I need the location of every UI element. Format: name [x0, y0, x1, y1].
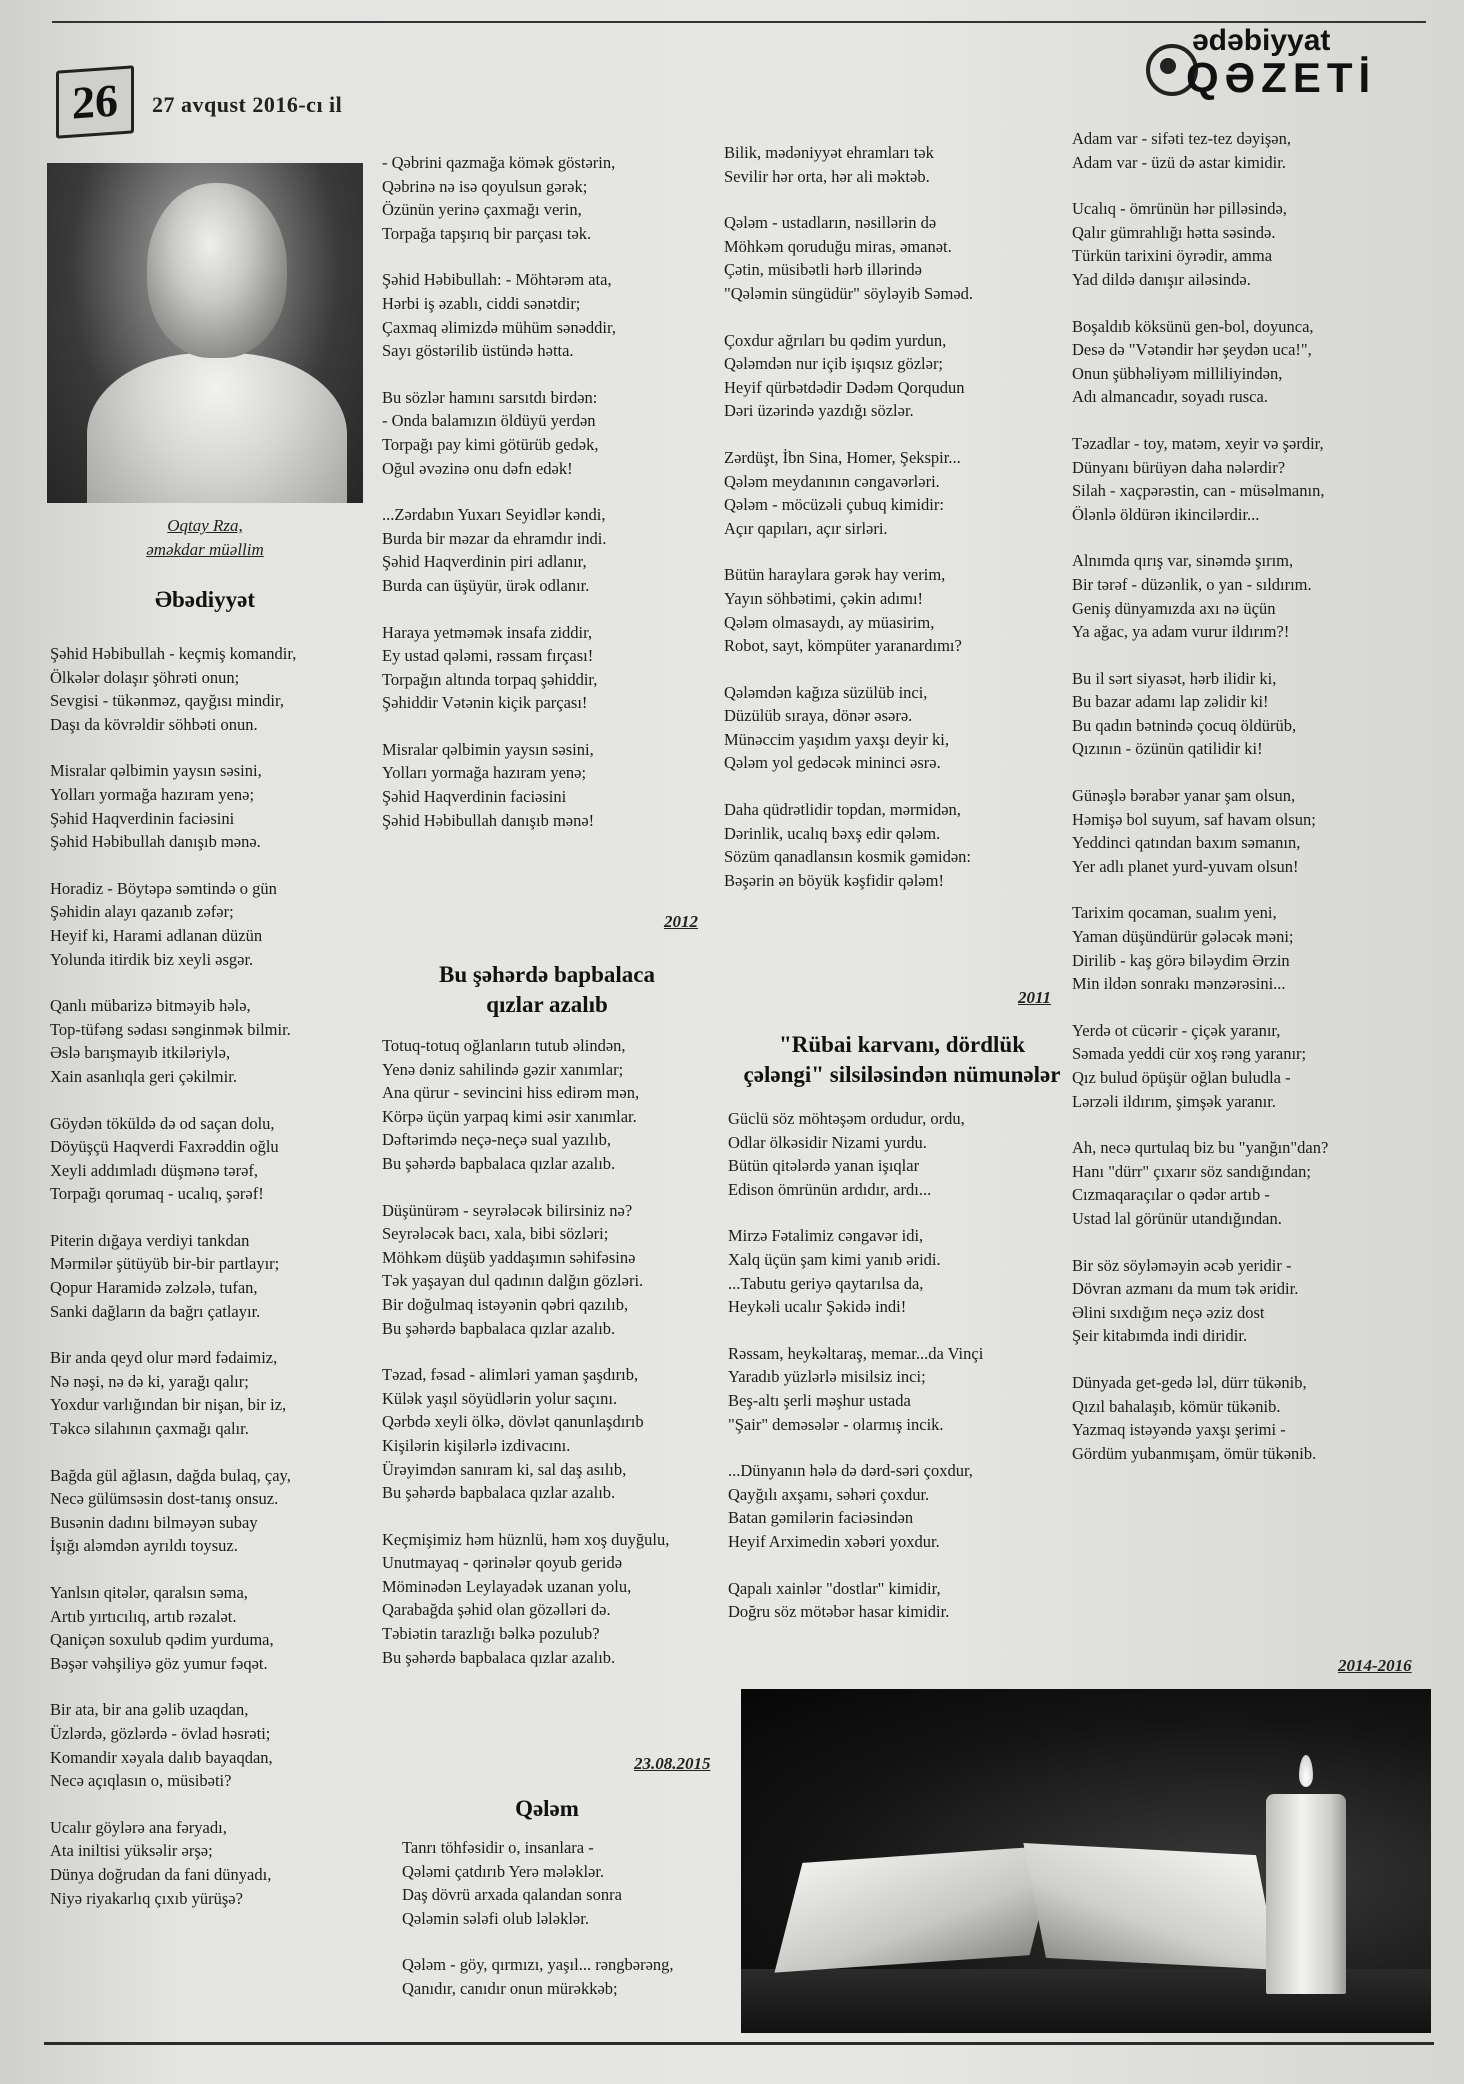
stanza: Düşünürəm - seyrələcək bilirsiniz nə? Seyrələcək bacı, xala, bibi sözləri; Möhkəm düşüb yaddaşımın səhifəsinə Tək yaşayan dul qadının dalğın gözləri. Bir doğulmaq istəyənin qəbri qazılıb, Bu şəhərdə bapbalaca qızlar azalıb. [382, 1200, 644, 1338]
stanza: Mirzə Fətalimiz cəngavər idi, Xalq üçün şam kimi yanıb əridi. ...Tabutu geriyə qaytarılsa da, Heykəli ucalır Şəkidə indi! [728, 1226, 941, 1317]
poem-year: 2014-2016 [1338, 1656, 1412, 1675]
stanza: Zərdüşt, İbn Sina, Homer, Şekspir... Qələm meydanının cəngavərləri. Qələm - möcüzəli çubuq kimidir: Açır qapıları, açır sirləri. [724, 447, 961, 538]
issue-date: 27 avqust 2016-cı il [152, 92, 343, 117]
stanza: Bağda gül ağlasın, dağda bulaq, çay, Necə gülümsəsin dost-tanış onsuz. Busənin dadını bilməyən subay İşığı aləmdən ayrıldı toysuz. [50, 1465, 291, 1556]
stanza: Dünyada get-gedə ləl, dürr tükənib, Qızıl bahalaşıb, kömür tükənib. Yazmaq istəyəndə yaxşı şerimi - Gördüm yubanmışam, ömür tükənib. [1072, 1372, 1317, 1463]
stanza: Göydən töküldə də od saçan dolu, Döyüşçü Haqverdi Faxrəddin oğlu Xeyli addımladı düşmənə tərəf, Torpağı qorumaq - ucalıq, şərəf! [50, 1113, 279, 1204]
stanza: Qələm - göy, qırmızı, yaşıl... rəngbərəng, Qanıdır, canıdır onun mürəkkəb; [402, 1955, 674, 1998]
column-3-rubai-text [728, 1107, 1078, 1647]
stanza: Qapalı xainlər "dostlar" kimidir, Doğru söz mötəbər hasar kimidir. [728, 1578, 950, 1622]
masthead-logo [1146, 24, 1378, 102]
candle-and-book-photo [741, 1689, 1431, 2033]
stanza: Misralar qəlbimin yaysın səsini, Yolları yormağa hazıram yenə; Şəhid Haqverdinin faciəsini Şəhid Həbibullah danışıb mənə! [382, 739, 595, 830]
stanza: Horadiz - Böytəpə səmtində o gün Şəhidin alayı qazanıb zəfər; Heyif ki, Harami adlanan düzün Yolunda itirdik biz xeyli əsgər. [50, 878, 277, 969]
stanza: Güclü söz möhtəşəm ordudur, ordu, Odlar ölkəsidir Nizami yurdu. Bütün qitələrdə yanan işıqlar Edison ömrünün ardıdır, ardı... [728, 1109, 965, 1199]
column-3-text [724, 141, 1064, 915]
stanza: - Qəbrini qazmağa kömək göstərin, Qəbrinə nə isə qoyulsun gərək; Özünün yerinə çaxmağı verin, Torpağa tapşırıq bir parçası tək. [382, 153, 616, 243]
stanza: Yerdə ot cücərir - çiçək yaranır, Səmada yeddi cür xoş rəng yaranır; Qız bulud öpüşür oğlan buludla - Lərzəli ildırım, şimşək yaranır. [1072, 1020, 1307, 1111]
stanza: Adam var - sifəti tez-tez dəyişən, Adam var - üzü də astar kimidir. [1072, 129, 1291, 172]
stanza: Ucalıq - ömrünün hər pilləsində, Qalır gümrahlığı hətta səsində. Türkün tarixini öyrədir, amma Yad dildə danışır ailəsində. [1072, 199, 1287, 289]
stanza: Qələm - ustadların, nəsillərin də Möhkəm qoruduğu miras, əmanət. Çətin, müsibətli hərb illərində "Qələmin süngüdür" söyləyib Səməd. [724, 213, 974, 303]
stanza: ...Zərdabın Yuxarı Seyidlər kəndi, Burda bir məzar da ehramdır indi. Şəhid Haqverdinin piri adlanır, Burda can üşüyür, ürək odlanır. [382, 505, 607, 595]
stanza: Bir söz söyləməyin əcəb yeridir - Dövran azmanı da mum tək əridir. Əlini sıxdığım neçə əziz dost Şeir kitabımda indi diridir. [1072, 1255, 1299, 1346]
poem-year: 2011 [1018, 988, 1052, 1007]
stanza: Tarixim qocaman, sualım yeni, Yaman düşündürür gələcək məni; Dirilib - kaş görə biləydim Ərzin Min ildən sonrakı mənzərəsini... [1072, 903, 1294, 994]
stanza: Bir ata, bir ana gəlib uzaqdan, Üzlərdə, gözlərdə - övlad həsrəti; Komandir xəyala dalıb bayaqdan, Necə açıqlasın o, müsibəti? [50, 1700, 273, 1791]
stanza: Piterin dığaya verdiyi tankdan Mərmilər şütüyüb bir-bir partlayır; Qopur Haramidə zəlzələ, tufan, Sanki dağların da bağrı çatlayır. [50, 1230, 280, 1321]
bottom-rule [44, 2042, 1434, 2045]
column-4-text [1072, 127, 1442, 1488]
stanza: Tanrı töhfəsidir o, insanlara - Qələmi çatdırıb Yerə mələklər. Daş dövrü arxada qalandan sonra Qələmin sələfi olub lələklər. [402, 1838, 622, 1928]
stanza: Boşaldıb köksünü gen-bol, doyunca, Desə də "Vətəndir hər şeydən uca!", Onun şübhəliyəm milliliyindən, Adı almancadır, soyadı rusca. [1072, 316, 1314, 407]
column-1-text [50, 642, 370, 1933]
stanza: ...Dünyanın hələ də dərd-səri çoxdur, Qayğılı axşamı, səhəri çoxdur. Batan gəmilərin faciəsindən Heyif Arximedin xəbəri yoxdur. [728, 1461, 973, 1551]
stanza: Daha qüdrətlidir topdan, mərmidən, Dərinlik, ucalıq bəxş edir qələm. Sözüm qanadlansın kosmik gəmidən: Bəşərin ən böyük kəşfidir qələm! [724, 800, 972, 890]
stanza: Günəşlə bərabər yanar şam olsun, Həmişə bol suyum, saf havam olsun; Yeddinci qatından baxım səmanın, Yer adlı planet yurd-yuvam olsun! [1072, 786, 1316, 876]
stanza: Təzadlar - toy, matəm, xeyir və şərdir, Dünyanı bürüyən daha nələrdir? Silah - xaçpərəstin, can - müsəlmanın, Ölənlə öldürən ikincilərdir... [1072, 433, 1325, 524]
poem-title-ebediyyet: Əbədiyyət [154, 587, 256, 612]
poem-date: 23.08.2015 [634, 1754, 711, 1773]
poem-title-bapbalaca: Bu şəhərdə bapbalaca qızlar azalıb [439, 962, 655, 1017]
poem-year: 2012 [664, 912, 698, 931]
stanza: Alnımda qırış var, sinəmdə şırım, Bir tərəf - düzənlik, o yan - sıldırım. Geniş dünyamızda axı nə üçün Ya ağac, ya adam vurur ildırım?! [1072, 551, 1312, 642]
stanza: Şəhid Həbibullah: - Möhtərəm ata, Hərbi iş əzablı, ciddi sənətdir; Çaxmaq əlimizdə mühüm sənəddir, Sayı göstərilib üstündə hətta. [382, 270, 616, 361]
stanza: Bu il sərt siyasət, hərb ilidir ki, Bu bazar adamı lap zəlidir ki! Bu qadın bətnində çocuq öldürüb, Qızının - özünün qatilidir ki! [1072, 668, 1297, 759]
stanza: Yanlsın qitələr, qaralsın səma, Artıb yırtıcılıq, artıb rəzalət. Qaniçən soxulub qədim yurduma, Bəşər vəhşiliyə göz yumur fəqət. [50, 1583, 274, 1673]
author-name: Oqtay Rza, [167, 516, 243, 535]
masthead-top: ədəbiyyat [1192, 24, 1331, 57]
column-2-text [382, 151, 712, 855]
stanza: Rəssam, heykəltaraş, memar...da Vinçi Yaradıb yüzlərlə misilsiz inci; Beş-altı şerli məşhur ustada "Şair" deməsələr - olarmış incik. [728, 1343, 984, 1434]
stanza: Çoxdur ağrıları bu qədim yurdun, Qələmdən nur içib işıqsız gözlər; Heyif qürbətdədir Dədəm Qorqudun Dəri üzərində yazdığı sözlər. [724, 330, 965, 421]
stanza: Bir anda qeyd olur mərd fədaimiz, Nə nəşi, nə də ki, yarağı qalır; Yoxdur varlığından bir nişan, bir iz, Təkcə silahının çaxmağı qalır. [50, 1348, 287, 1439]
stanza: Qələmdən kağıza süzülüb inci, Düzülüb sıraya, dönər əsərə. Münəccim yaşıdım yaxşı deyir ki, Qələm yol gedəcək mininci əsrə. [724, 682, 949, 773]
author-title: əməkdar müəllim [146, 540, 264, 559]
page-number: 26 [56, 65, 134, 138]
column-2-poem3-text [402, 1836, 732, 2024]
stanza: Haraya yetməmək insafa ziddir, Ey ustad qələmi, rəssam fırçası! Torpağın altında torpaq şəhiddir, Şəhiddir Vətənin kiçik parçası! [382, 622, 598, 713]
stanza: Keçmişimiz həm hüznlü, həm xoş duyğulu, Unutmayaq - qərinələr qoyub geridə Möminədən Leylayadək uzanan yolu, Qarabağda şəhid olan gözəlləri də. Təbiətin tarazlığı bəlkə pozulub? Bu şəhərdə bapbalaca qızlar azalıb. [382, 1529, 670, 1667]
poem-title-qelem: Qələm [515, 1796, 579, 1821]
stanza: Təzad, fəsad - alimləri yaman şaşdırıb, Külək yaşıl söyüdlərin yolur saçını. Qərbdə xeyli ölkə, dövlət qanunlaşdırıb Kişilərin kişilərlə izdivacını. Ürəyimdən sanıram ki, sal daş asılıb, Bu şəhərdə bapbalaca qızlar azalıb. [382, 1365, 644, 1503]
top-rule [52, 21, 1426, 23]
stanza: Şəhid Həbibullah - keçmiş komandir, Ölkələr dolaşır şöhrəti onun; Sevgisi - tükənməz, qayğısı mindir, Daşı da kövrəldir söhbəti onun. [50, 644, 297, 734]
stanza: Misralar qəlbimin yaysın səsini, Yolları yormağa hazıram yenə; Şəhid Haqverdinin faciəsini Şəhid Həbibullah danışıb mənə. [50, 761, 262, 852]
stanza: Ucalır göylərə ana fəryadı, Ata iniltisi yüksəlir ərşə; Dünya doğrudan da fani dünyadı, Niyə riyakarlıq çıxıb yürüşə? [50, 1817, 272, 1908]
column-2-poem2-text [382, 1034, 722, 1692]
stanza: Qanlı mübarizə bitməyib hələ, Top-tüfəng sədası sənginmək bilmir. Əslə barışmayıb itkiləriylə, Xain asanlıqla geri çəkilmir. [50, 996, 291, 1086]
stanza: Ah, necə qurtulaq biz bu "yanğın"dan? Hanı "dürr" çıxarır söz sandığından; Cızmaqaraçılar o qədər artıb - Ustad lal görünür utandığından. [1072, 1138, 1329, 1228]
stanza: Totuq-totuq oğlanların tutub əlindən, Yenə dəniz sahilində gəzir xanımlar; Ana qürur - sevincini hiss edirəm mən, Körpə üçün yarpaq kimi əsir xanımlar. Dəftərimdə neçə-neçə sual yazılıb, Bu şəhərdə bapbalaca qızlar azalıb. [382, 1036, 640, 1173]
author-photo [47, 163, 363, 503]
stanza: Bütün haraylara gərək hay verim, Yayın söhbətimi, çəkin adımı! Qələm olmasaydı, ay müasirim, Robot, sayt, kömpüter yaranardımı? [724, 565, 962, 656]
stanza: Bilik, mədəniyyət ehramları tək Sevilir hər orta, hər ali məktəb. [724, 143, 934, 186]
poem-title-rubai: "Rübai karvanı, dördlük çələngi" silsiləsindən nümunələr [743, 1032, 1061, 1087]
masthead-bottom: QƏZETİ [1186, 54, 1377, 101]
stanza: Bu sözlər hamını sarsıtdı birdən: - Onda balamızın öldüyü yerdən Torpağı pay kimi götürüb gedək, Oğul əvəzinə onu dəfn edək! [382, 387, 599, 478]
